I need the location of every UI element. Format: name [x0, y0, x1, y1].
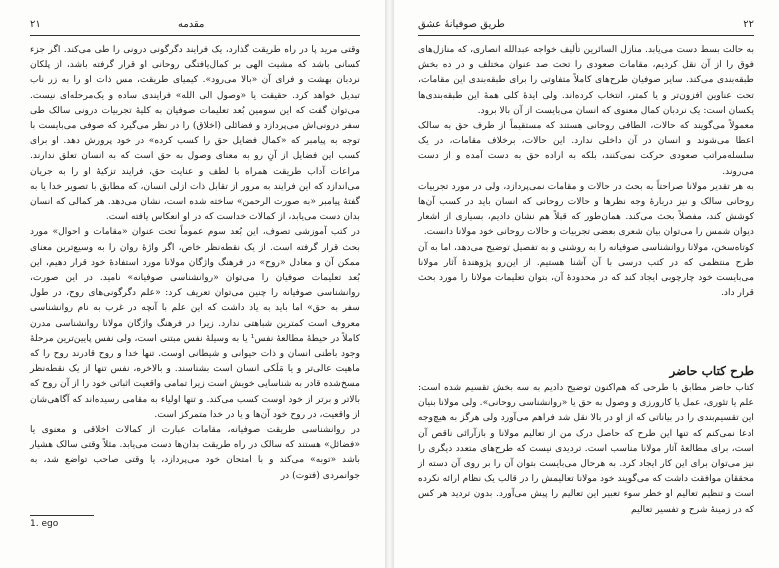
right-page-section-body [418, 380, 754, 560]
left-page [0, 0, 385, 568]
right-page-body [418, 42, 754, 350]
paragraph: کوتاه‌سخن، مولانا روانشناسی صوفیانه را به روشنی و به تفصیل توضیح می‌دهد، اما به آن طرح منتظمی که در کتب درسی با آن آشنا هستیم. از این‌رو پژوهندهٔ آثار مولانا می‌بایست خود چارچوبی ایجاد کند که در محدودهٔ آن، بتوان تعلیمات مولانا را مورد بحث قرار داد. [418, 241, 754, 299]
paragraph: به حالت بسط دست می‌یابد. منازل السائرین تألیف خواجه عبدالله انصاری، که منازل‌های فوق را از آن نقل کردیم، مقامات صعودی را تحت صد عنوان مختلف و در ده بخش طبقه‌بندی می‌کند. سایر صوفیان طرح‌های کاملاً متفاوتی را برای طبقه‌بندی این مقامات، تحت عناوین افزون‌تر و یا کمتر، انتخاب کرده‌اند. ولی ایدهٔ کلی همهٔ این طبقه‌بندی‌ها یکسان است: یک نردبان کمال معنوی که انسان می‌بایست از آن بالا برود. [418, 44, 754, 116]
left-page-header [30, 18, 360, 32]
paragraph: در روانشناسی طریقت صوفیانه، مقامات عبارت از کمالات اخلاقی و معنوی یا «فضائل» هستند که سالک در راه طریقت بدان‌ها دست می‌یابد. مثلاً وقتی سالک هشیار باشد «توبه» می‌کند و با امتحان خود می‌پردازد، یا وقتی صاحب تواضع شد، به جوانمردی (فتوت) در [30, 424, 360, 481]
paragraph: معمولاً می‌گویند که حالات، الطافی روحانی هستند که مستقیماً از طرف حق به سالک اعطا می‌شوند و انسان در آن داخلی ندارد. این حالات، برخلاف مقامات، در یک سلسله‌مراتب صعودی حرکت نمی‌کنند، بلکه به اراده حق به دست آمده و از دست می‌روند. [418, 120, 754, 177]
header-rule [418, 35, 754, 36]
left-page-body [30, 42, 360, 508]
paragraph: به هر تقدیر مولانا صراحتاً به بحث در حالات و مقامات نمی‌پردازد، ولی در مورد تجربیات روحانی سالک و نیز دربارهٔ وجه نظرها و حالات روحانی که انسان باید در کسب آن‌ها کوشش کند، مفصلاً بحث می‌کند. همان‌طور که قبلاً هم نشان دادیم، بسیاری از اشعار دیوان شمس را می‌توان بیان شعری بعضی تجربیات و حالات روحانی خود مولانا دانست. [418, 180, 754, 238]
running-title: طریق صوفیانهٔ عشق [418, 19, 505, 30]
paragraph: کتاب حاضر مطابق با طرحی که هم‌اکنون توضیح دادیم به سه بخش تقسیم شده است: علم یا تئوری، عمل یا کارورزی و وصول به حق یا «روانشناسی روحانی». ولی مولانا بنیان این تقسیم‌بندی را در بیاناتی که از او در بالا نقل شد فراهم می‌آورد ولی هرگز به هیچ‌وجه ادعا نمی‌کنم که تنها این طرح که حاصل درک من از تعالیم مولانا و بازآرائی ناقص آن است، برای مطالعهٔ آثار مولانا مناسب است. تردیدی نیست که طرح‌های متعدد دیگری را نیز می‌توان برای این کار ایجاد کرد. به هرحال می‌بایست بتوان آن را بر روی آن دسته از محققان موافقت داشت که می‌گویند خود مولانا تعالیمش را در قالب یک نظام ارائه نکرده است و تنظیم تعالیم او خطر سوء تعبیر این تعالیم را پیش می‌آورد. بدون تردید هر کس که در زمینهٔ شرح و تفسیر تعالیم [418, 382, 754, 515]
section-heading: طرح کتاب حاضر [669, 364, 754, 378]
footnote: 1. ego [30, 519, 59, 529]
right-page [394, 0, 779, 568]
footnote-rule [30, 515, 94, 516]
book-gutter [385, 0, 394, 568]
page-number: ۲۱ [30, 19, 41, 30]
header-rule [30, 35, 360, 36]
paragraph: در کتب آموزشی تصوف، این بُعد سوم عموماً تحت عنوان «مقامات و احوال» مورد بحث قرار گرفته است. از یک نقطه‌نظر خاص، اگر واژهٔ روان را به وسیع‌ترین معنای ممکن آن و معادل «روح» در فرهنگ واژگان مولانا مورد استفادهٔ خود قرار دهیم، این بُعد تعلیمات صوفیان را می‌توان «روانشناسی صوفیانه» نامید. در این صورت، روانشناسی صوفیانه را چنین می‌توان تعریف کرد: «علم دگرگونی‌های روح، در طول سفر به حق» اما باید به یاد داشت که این علم با آنچه در غرب به نام روانشناسی معروف است کمترین شباهتی ندارد. زیرا در فرهنگ واژگان مولانا روانشناسی مدرن کاملاً در حیطهٔ مطالعهٔ نفس¹ یا به وسیلهٔ نفس مبتنی است، ولی نفس پایین‌ترین مرحلهٔ وجود باطنی انسان و ذات حیوانی و شیطانی اوست. تنها خدا و روح قادرند روح را که ماهیت عالی‌تر و یا مَلَکی انسان است بشناسند. و بالاخره، نفس تنها از یک نقطه‌نظر مسخ‌شده قادر به شناسایی خویش است زیرا تمامی واقعیت اثباتی خود را از آن روح که بالاتر و برتر از خود اوست کسب می‌کند. و تنها اولیاء به مقامی رسیده‌اند که آگاهی‌شان از واقعیت، در روح خود آن‌ها و یا در خدا متمرکز است. [30, 226, 360, 420]
running-title: مقدمه [178, 19, 205, 30]
right-page-header [418, 18, 754, 32]
paragraph: وقتی مرید پا در راه طریقت گذارد، یک فرایند دگرگونی درونی را طی می‌کند. اگر جزء کسانی باشد که مشیت الهی بر کمال‌یافتگی روحانی او قرار گرفته باشد، از پلکان نردبان بهشت و فرای آن «بالا می‌رود». کیمیای طریقت، مس ذات او را به زر ناب تبدیل خواهد کرد. حقیقت یا «وصول الی الله» فرایندی ساده و یک‌مرحله‌ای نیست. می‌توان گفت که این سومین بُعد تعلیمات صوفیان به کلیهٔ تجربیات درونی سالک طی سفر درونی‌اش می‌پردازد و فضائلی (اخلاق) را در نظر می‌گیرد که صوفی می‌بایست با توجه به پیامبر که «کمال فضایل حق را کسب کرده» در خود پرورش دهد. او برای کسب این فضایل از آنِ رو به معنای وصول به حق است که به انسان تعلق ندارند. مراعات آداب طریقت همراه با لطف و عنایت حق، فرایند تزکیهٔ او را به جریان می‌اندازد که این فرایند به مرور از تقابل ذات ازلی انسان، که مطابق با تصویر خدا یا به گفتهٔ پیامبر «به صورت الرحمن» ساخته شده است، نشان می‌دهد. هر کمالی که انسان بدان دست می‌یابد، از کمالات خداست که در او انعکاس یافته است. [30, 44, 360, 223]
page-number: ۲۲ [743, 19, 754, 30]
